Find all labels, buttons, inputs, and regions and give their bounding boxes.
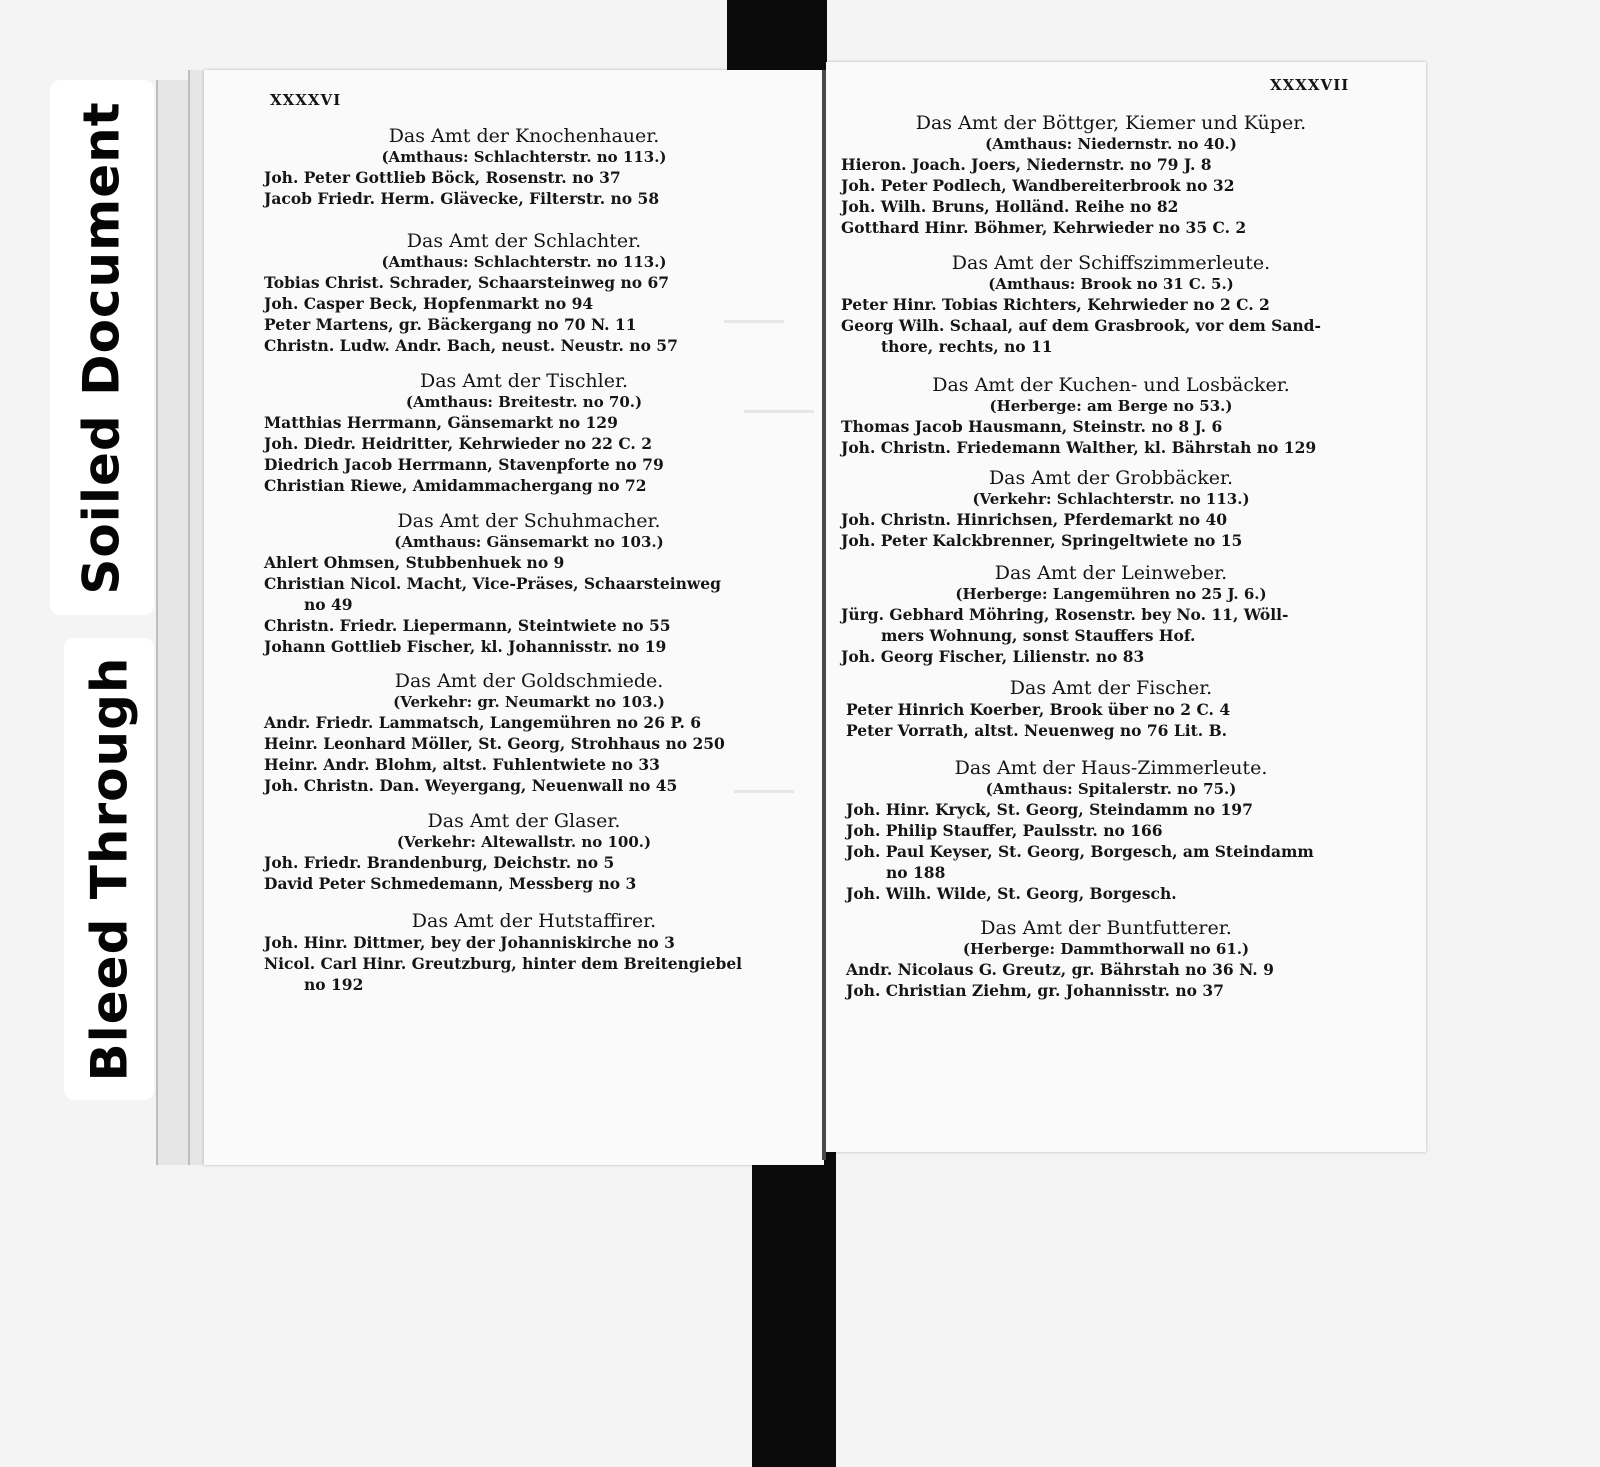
guild-hall: (Amthaus: Gänsemarkt no 103.): [394, 533, 664, 551]
guild-section: [264, 370, 784, 496]
guild-title: Das Amt der Hutstaffirer.: [411, 910, 657, 932]
member-entry: Joh. Georg Fischer, Lilienstr. no 83: [841, 647, 1145, 666]
member-entry: Andr. Friedr. Lammatsch, Langemühren no 26 P. 6: [264, 713, 702, 732]
guild-title: Das Amt der Knochenhauer.: [388, 125, 660, 147]
book-spine: [822, 70, 826, 1160]
member-entry: Joh. Wilh. Bruns, Holländ. Reihe no 82: [841, 197, 1179, 216]
member-entry: Peter Hinr. Tobias Richters, Kehrwieder no 2 C. 2: [841, 295, 1270, 314]
right-page-number: XXXXVII: [1270, 76, 1350, 94]
member-entry: no 192: [304, 975, 364, 994]
member-entry: Joh. Friedr. Brandenburg, Deichstr. no 5: [264, 853, 615, 872]
member-entry: Joh. Paul Keyser, St. Georg, Borgesch, am Steindamm: [846, 842, 1314, 861]
member-entry: Joh. Christn. Dan. Weyergang, Neuenwall no 45: [264, 776, 678, 795]
member-entry: Joh. Diedr. Heidritter, Kehrwieder no 22 C. 2: [264, 434, 652, 453]
member-entry: Johann Gottlieb Fischer, kl. Johannisstr. no 19: [264, 637, 667, 656]
left-page: [204, 70, 824, 1165]
member-entry: Joh. Peter Gottlieb Böck, Rosenstr. no 37: [264, 168, 621, 187]
bleed-through-label: [64, 638, 154, 1100]
member-entry: Tobias Christ. Schrader, Schaarsteinweg no 67: [264, 273, 670, 292]
guild-title: Das Amt der Böttger, Kiemer und Küper.: [915, 112, 1307, 134]
member-entry: Joh. Philip Stauffer, Paulsstr. no 166: [846, 821, 1163, 840]
guild-section: [841, 562, 1381, 667]
guild-title: Das Amt der Kuchen- und Losbäcker.: [932, 374, 1290, 396]
guild-section: [841, 112, 1381, 238]
guild-title: Das Amt der Leinweber.: [994, 562, 1228, 584]
member-entry: Christian Nicol. Macht, Vice-Präses, Schaarsteinweg: [264, 574, 721, 593]
member-entry: Joh. Christn. Hinrichsen, Pferdemarkt no 40: [841, 510, 1228, 529]
member-entry: Andr. Nicolaus G. Greutz, gr. Bährstah no 36 N. 9: [846, 960, 1274, 979]
member-entry: Joh. Wilh. Wilde, St. Georg, Borgesch.: [846, 884, 1177, 903]
guild-title: Das Amt der Tischler.: [419, 370, 629, 392]
guild-section: [264, 230, 784, 356]
member-entry: Heinr. Andr. Blohm, altst. Fuhlentwiete no 33: [264, 755, 660, 774]
guild-section: [841, 252, 1381, 357]
member-entry: Joh. Hinr. Dittmer, bey der Johanniskirche no 3: [264, 933, 675, 952]
left-leaf-edges: [156, 80, 190, 1165]
guild-section: [846, 917, 1366, 1001]
member-entry: Jürg. Gebhard Möhring, Rosenstr. bey No. 11, Wöll-: [841, 605, 1289, 624]
guild-title: Das Amt der Fischer.: [1009, 677, 1213, 699]
gutter-top: [727, 0, 827, 76]
member-entry: thore, rechts, no 11: [881, 337, 1053, 356]
right-page: [826, 62, 1426, 1152]
guild-section: [264, 910, 804, 995]
member-entry: Peter Hinrich Koerber, Brook über no 2 C. 4: [846, 700, 1231, 719]
guild-title: Das Amt der Schuhmacher.: [397, 510, 661, 532]
guild-hall: (Verkehr: Schlachterstr. no 113.): [972, 490, 1250, 508]
member-entry: Thomas Jacob Hausmann, Steinstr. no 8 J. 6: [841, 417, 1223, 436]
guild-title: Das Amt der Grobbäcker.: [988, 467, 1234, 489]
member-entry: Peter Martens, gr. Bäckergang no 70 N. 11: [264, 315, 637, 334]
guild-title: Das Amt der Buntfutterer.: [980, 917, 1232, 939]
guild-section: [846, 677, 1376, 741]
member-entry: Christn. Ludw. Andr. Bach, neust. Neustr. no 57: [264, 336, 678, 355]
bleed-through-text: Bleed Through: [80, 656, 138, 1082]
guild-hall: (Herberge: Dammthorwall no 61.): [962, 940, 1250, 958]
guild-hall: (Verkehr: gr. Neumarkt no 103.): [393, 693, 665, 711]
guild-section: [846, 757, 1376, 904]
member-entry: no 49: [304, 595, 353, 614]
member-entry: Diedrich Jacob Herrmann, Stavenpforte no 79: [264, 455, 664, 474]
member-entry: Gotthard Hinr. Böhmer, Kehrwieder no 35 C. 2: [841, 218, 1247, 237]
member-entry: Peter Vorrath, altst. Neuenweg no 76 Lit. B.: [846, 721, 1228, 740]
member-entry: Hieron. Joach. Joers, Niedernstr. no 79 J. 8: [841, 155, 1212, 174]
guild-section: [264, 125, 784, 209]
guild-section: [264, 510, 794, 657]
member-entry: Joh. Christn. Friedemann Walther, kl. Bährstah no 129: [841, 438, 1317, 457]
member-entry: Nicol. Carl Hinr. Greutzburg, hinter dem Breitengiebel: [264, 954, 743, 973]
member-entry: Christian Riewe, Amidammachergang no 72: [264, 476, 647, 495]
member-entry: Joh. Peter Podlech, Wandbereiterbrook no 32: [841, 176, 1235, 195]
guild-section: [264, 670, 794, 796]
member-entry: Georg Wilh. Schaal, auf dem Grasbrook, vor dem Sand-: [841, 316, 1321, 335]
soiled-document-label: [50, 80, 154, 615]
guild-hall: (Herberge: am Berge no 53.): [989, 397, 1233, 415]
member-entry: Joh. Christian Ziehm, gr. Johannisstr. no 37: [846, 981, 1224, 1000]
member-entry: David Peter Schmedemann, Messberg no 3: [264, 874, 637, 893]
guild-title: Das Amt der Goldschmiede.: [394, 670, 664, 692]
guild-hall: (Amthaus: Spitalerstr. no 75.): [985, 780, 1237, 798]
soiled-document-text: Soiled Document: [73, 100, 132, 595]
guild-hall: (Amthaus: Brook no 31 C. 5.): [988, 275, 1234, 293]
member-entry: Joh. Hinr. Kryck, St. Georg, Steindamm no 197: [846, 800, 1253, 819]
guild-section: [264, 810, 784, 894]
guild-hall: (Herberge: Langemühren no 25 J. 6.): [955, 585, 1267, 603]
guild-hall: (Verkehr: Altewallstr. no 100.): [396, 833, 652, 851]
member-entry: Joh. Casper Beck, Hopfenmarkt no 94: [264, 294, 594, 313]
member-entry: Matthias Herrmann, Gänsemarkt no 129: [264, 413, 618, 432]
guild-title: Das Amt der Haus-Zimmerleute.: [954, 757, 1268, 779]
member-entry: Heinr. Leonhard Möller, St. Georg, Strohhaus no 250: [264, 734, 725, 753]
guild-title: Das Amt der Schiffszimmerleute.: [951, 252, 1271, 274]
member-entry: Jacob Friedr. Herm. Glävecke, Filterstr. no 58: [264, 189, 660, 208]
member-entry: Ahlert Ohmsen, Stubbenhuek no 9: [264, 553, 565, 572]
gutter-bottom: [752, 1152, 836, 1467]
guild-section: [841, 374, 1381, 458]
guild-hall: (Amthaus: Breitestr. no 70.): [405, 393, 643, 411]
member-entry: Christn. Friedr. Liepermann, Steintwiete no 55: [264, 616, 671, 635]
guild-section: [841, 467, 1381, 551]
guild-title: Das Amt der Glaser.: [427, 810, 621, 832]
left-page-number: XXXXVI: [270, 91, 342, 109]
guild-hall: (Amthaus: Niedernstr. no 40.): [985, 135, 1237, 153]
guild-hall: (Amthaus: Schlachterstr. no 113.): [381, 148, 667, 166]
member-entry: mers Wohnung, sonst Stauffers Hof.: [881, 626, 1196, 645]
member-entry: Joh. Peter Kalckbrenner, Springeltwiete no 15: [841, 531, 1243, 550]
member-entry: no 188: [886, 863, 946, 882]
guild-title: Das Amt der Schlachter.: [406, 230, 642, 252]
guild-hall: (Amthaus: Schlachterstr. no 113.): [381, 253, 667, 271]
